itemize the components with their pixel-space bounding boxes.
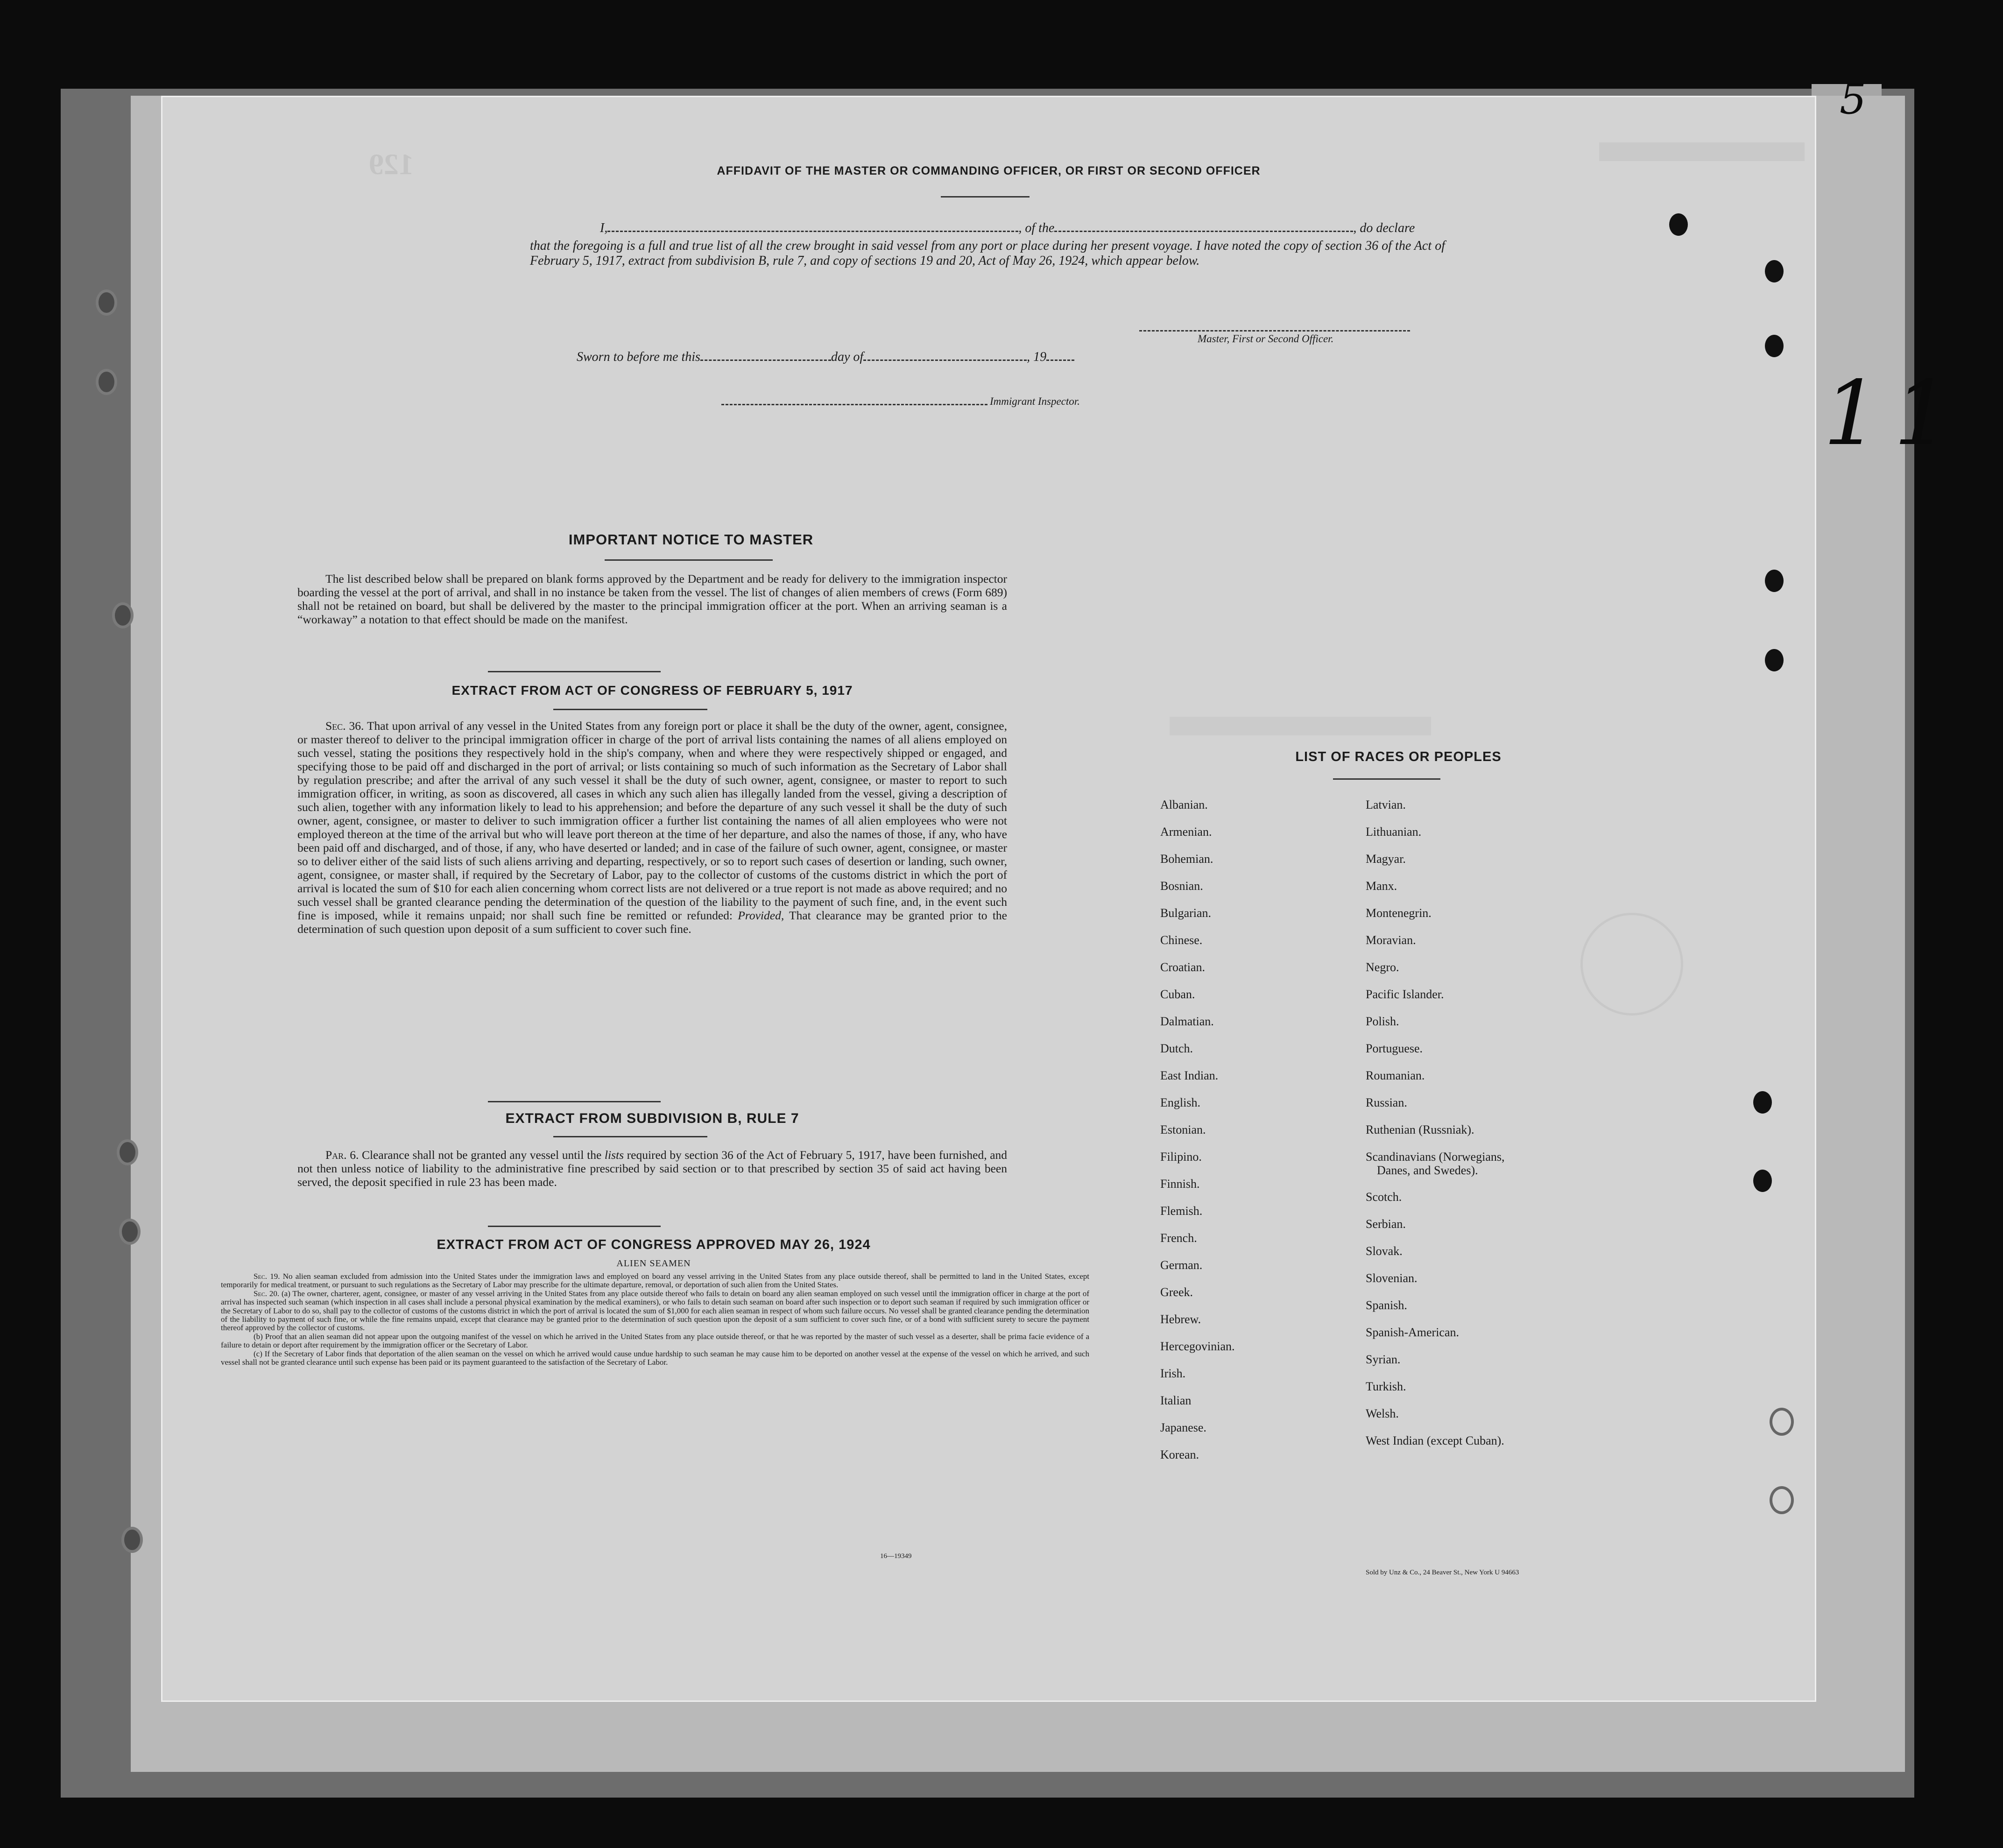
race-item: Greek.	[1160, 1285, 1193, 1299]
par-6-text-a: Clearance shall not be granted any vessel until the	[361, 1148, 602, 1162]
printer-imprint: Sold by Unz & Co., 24 Beaver St., New York U 94663	[1366, 1569, 1519, 1576]
punch-hole	[1765, 649, 1784, 671]
stamp-page-number: 129	[369, 148, 414, 181]
race-item: Hebrew.	[1160, 1312, 1201, 1326]
bleed-through-text	[1599, 142, 1805, 161]
race-item: Pacific Islander.	[1366, 987, 1444, 1001]
race-item: Slovenian.	[1366, 1271, 1418, 1285]
punch-hole	[96, 369, 117, 395]
race-item: Manx.	[1366, 879, 1397, 893]
race-item: Scotch.	[1366, 1190, 1402, 1204]
master-name-blank[interactable]	[607, 231, 1018, 232]
race-item: Bosnian.	[1160, 879, 1203, 893]
race-item: Serbian.	[1366, 1217, 1406, 1231]
race-item: Magyar.	[1366, 852, 1406, 866]
margin-mark-top: 5	[1840, 75, 1867, 124]
section-divider	[488, 671, 661, 672]
par-6-text-b: required by section 36 of the Act of February 5, 1917, have been furnished, and not then unless notice of liability to the administrative fine prescribed by said section or to that prescribed by section 35 of said act having been served, the deposit specified in rule 23 has been made.	[297, 1148, 1008, 1189]
affidavit-of-the-label: , of the	[1018, 221, 1055, 235]
race-item: Japanese.	[1160, 1421, 1206, 1434]
extract-1917-body	[297, 719, 1007, 936]
sec-20b-text: (b) Proof that an alien seaman did not appear upon the outgoing manifest of the vessel on which he arrived in the United States from any place outside thereof, or that he was reported by the master of such vessel as a deserter, shall be prima facie evidence of a failure to detain or deport after requirement by the immigration officer or the Secretary of Labor.	[221, 1332, 1089, 1350]
punch-hole	[1765, 335, 1784, 357]
extract-1917-title: EXTRACT FROM ACT OF CONGRESS OF FEBRUARY 5, 1917	[451, 683, 853, 698]
proviso-label: Provided,	[738, 909, 784, 922]
form-page	[161, 96, 1964, 1702]
race-item: Cuban.	[1160, 987, 1195, 1001]
race-item: East Indian.	[1160, 1069, 1219, 1082]
punch-hole	[1770, 1486, 1794, 1514]
sec-20c-text: (c) If the Secretary of Labor finds that deportation of the alien seaman on the vessel on which he arrived would cause undue hardship to such seaman he may cause him to be deported on another vessel at the expense of the vessel on which he arrived, and such vessel shall not be granted clearance until such expense has been paid or its payment guaranteed to the satisfaction of the Secretary of Labor.	[221, 1349, 1089, 1367]
sec-19-label: Sec. 19.	[254, 1272, 280, 1281]
punch-hole	[96, 289, 117, 316]
extract-1924-title: EXTRACT FROM ACT OF CONGRESS APPROVED MAY 26, 1924	[437, 1237, 871, 1252]
inspector-label: Immigrant Inspector.	[990, 395, 1080, 407]
section-divider	[488, 1101, 661, 1102]
race-item: Hercegovinian.	[1160, 1340, 1235, 1353]
punch-hole	[1753, 1091, 1772, 1114]
race-item: Syrian.	[1366, 1353, 1401, 1366]
race-item: Russian.	[1366, 1096, 1407, 1109]
affidavit-declaration-line	[530, 221, 1604, 236]
race-item: Welsh.	[1366, 1407, 1399, 1420]
race-item: Danes, and Swedes).	[1377, 1164, 1478, 1177]
race-item: Turkish.	[1366, 1380, 1406, 1393]
par-6-lists: lists	[604, 1148, 624, 1162]
race-item: German.	[1160, 1258, 1203, 1272]
race-item: Estonian.	[1160, 1123, 1206, 1136]
race-item: Roumanian.	[1366, 1069, 1425, 1082]
race-item: Albanian.	[1160, 798, 1208, 811]
race-item: Scandinavians (Norwegians,	[1366, 1150, 1505, 1164]
race-item: Finnish.	[1160, 1177, 1200, 1191]
sec-19-text: No alien seaman excluded from admission into the United States under the immigration laws and employed on board any vessel arriving in the United States from any place outside thereof, shall be permitted to land in the United States, except temporarily for medical treatment, or pursuant to such regulations as the Secretary of Labor may prescribe for the ultimate departure, removal, or deportation of such alien from the United States.	[221, 1272, 1090, 1290]
race-item: Spanish-American.	[1366, 1326, 1460, 1339]
punch-hole	[117, 1139, 138, 1165]
races-title: LIST OF RACES OR PEOPLES	[1295, 749, 1502, 764]
affidavit-title: AFFIDAVIT OF THE MASTER OR COMMANDING OFFICER, OR FIRST OR SECOND OFFICER	[717, 164, 1261, 177]
signature-line[interactable]	[1139, 330, 1410, 332]
race-item: Moravian.	[1366, 933, 1416, 947]
par-6-label: Par. 6.	[325, 1148, 359, 1162]
punch-hole	[1669, 213, 1688, 236]
section-36-text: That upon arrival of any vessel in the United States from any foreign port or place it shall be the duty of the owner, agent, consignee, or master thereof to deliver to the principal immigration officer in charge of the port of arrival lists containing the names of all aliens employed on such vessel, stating the positions they respectively hold in the ship's company, when and where they were respectively shipped or engaged, and specifying those to be paid off and discharged in the port of arrival; or lists containing so much of such information as the Secretary of Labor shall by regulation prescribe; and after the arrival of any such vessel it shall be the duty of such owner, agent, consignee, or master to report to such immigration officer, in writing, as soon as discovered, all cases in which any such alien has illegally landed from the vessel, giving a description of such alien, together with any information likely to lead to his apprehension; and before the departure of any such vessel it shall be the duty of such owner, agent, consignee, or master to deliver to such immigration officer a further list containing the names of all alien employees who were not employed thereon at the time of the arrival but who will leave port thereon at the time of her departure, and also the names of those, if any, who have been paid off and discharged, and of those, if any, who have deserted or landed; and in case of the failure of such owner, agent, consignee, or master so to deliver either of the said lists of such aliens arriving and departing, respectively, or so to report such cases of desertion or landing, such owner, agent, consignee, or master shall, if required by the Secretary of Labor, pay to the collector of customs of the customs district in which the port of arrival is located the sum of $10 for each alien concerning whom correct lists are not delivered or a true report is not made as above required; and no such vessel shall be granted clearance pending the determination of the question of the liability to the payment of such fine, and, in the event such fine is imposed, while it remains unpaid; nor shall such fine be remitted or refunded:	[297, 719, 1007, 922]
margin-mark-right: 11	[1823, 362, 1964, 465]
sworn-line	[577, 350, 1074, 365]
race-item: Negro.	[1366, 960, 1399, 974]
punch-hole	[121, 1527, 143, 1553]
sec-20a-text: (a) The owner, charterer, agent, consignee, or master of any vessel arriving in the United States from any place outside thereof who fails to detain on board any alien seaman employed on such vessel until the immigration officer in charge at the port of arrival has inspected such seaman (which inspection in all cases shall include a personal physical examination by the medical examiners), or who fails to detain such seaman on board after such inspection or to deport such seaman if required by such immigration officer or the Secretary of Labor to do so, shall pay to the collector of customs of the customs district in which the port of arrival is located the sum of $1,000 for each alien seaman in respect of whom such failure occurs. No vessel shall be granted clearance pending the determination of the liability to payment of such fine, or while the fine remains unpaid, except that clearance may be granted prior to the determination of such question upon the deposit of a sum sufficient to cover such fine, or of a bond with sufficient surety to secure the payment thereof approved by the collector of customs.	[221, 1289, 1089, 1333]
race-item: Italian	[1160, 1394, 1192, 1407]
bleed-through-seal	[1580, 913, 1683, 1016]
proviso-text: That clearance may be granted prior to the determination of such question upon deposit of a sum sufficient to cover such fine.	[297, 909, 1007, 936]
race-item: Polish.	[1366, 1015, 1399, 1028]
race-item: Flemish.	[1160, 1204, 1203, 1218]
title-rule	[941, 196, 1030, 197]
notice-title-rule	[605, 559, 773, 561]
affidavit-i-label: I,	[600, 221, 608, 235]
race-item: Montenegrin.	[1366, 906, 1432, 920]
punch-hole	[1753, 1170, 1772, 1192]
punch-hole	[1765, 260, 1784, 282]
sworn-prefix: Sworn to before me this	[577, 350, 700, 364]
sworn-month-blank[interactable]	[863, 360, 1027, 361]
race-item: Filipino.	[1160, 1150, 1202, 1164]
section-divider	[488, 1226, 661, 1227]
race-item: English.	[1160, 1096, 1200, 1109]
rule7-title: EXTRACT FROM SUBDIVISION B, RULE 7	[505, 1111, 799, 1126]
race-item: French.	[1160, 1231, 1197, 1245]
sworn-year-blank[interactable]	[1046, 360, 1074, 361]
race-item: West Indian (except Cuban).	[1366, 1434, 1504, 1447]
race-item: Croatian.	[1160, 960, 1206, 974]
races-title-rule	[1333, 778, 1440, 780]
punch-hole	[119, 1219, 141, 1245]
notice-body: The list described below shall be prepared on blank forms approved by the Department and be ready for delivery to the immigration inspector boarding the vessel at the port of arrival, and shall in no instance be taken from the vessel. The list of changes of alien members of crews (Form 689) shall not be retained on board, but shall be delivered by the master to the principal immigration officer at the port. When an arriving seaman is a “workaway” a notation to that effect should be made on the manifest.	[297, 572, 1007, 626]
section-36-label: Sec. 36.	[325, 719, 364, 733]
rule7-body	[297, 1148, 1007, 1189]
race-item: Portuguese.	[1366, 1042, 1423, 1055]
notice-title: IMPORTANT NOTICE TO MASTER	[568, 531, 814, 548]
signature-label: Master, First or Second Officer.	[1198, 333, 1334, 345]
races-right-column	[1366, 791, 1504, 1454]
race-item: Spanish.	[1366, 1298, 1407, 1312]
extract-1924-body	[221, 1272, 1089, 1367]
form-number: 16—19349	[880, 1552, 912, 1560]
race-item: Dalmatian.	[1160, 1015, 1214, 1028]
punch-hole	[1765, 570, 1784, 592]
sworn-year: , 19	[1027, 350, 1047, 364]
race-item: Latvian.	[1366, 798, 1406, 811]
race-item: Bohemian.	[1160, 852, 1213, 866]
race-item: Armenian.	[1160, 825, 1212, 839]
extract-1917-title-rule	[553, 709, 707, 710]
race-item: Slovak.	[1366, 1244, 1403, 1258]
race-item: Irish.	[1160, 1367, 1186, 1380]
sworn-day-of: day of	[831, 350, 864, 364]
races-left-column	[1160, 791, 1235, 1468]
race-item: Bulgarian.	[1160, 906, 1212, 920]
punch-hole	[112, 602, 134, 628]
vessel-name-blank[interactable]	[1054, 231, 1353, 232]
punch-hole	[1770, 1408, 1794, 1436]
extract-1924-subtitle: ALIEN SEAMEN	[616, 1258, 691, 1269]
rule7-title-rule	[553, 1136, 707, 1137]
bleed-through-text	[1170, 717, 1431, 735]
affidavit-declare-label: , do declare	[1353, 221, 1415, 235]
race-item: Lithuanian.	[1366, 825, 1422, 839]
sworn-day-blank[interactable]	[700, 360, 831, 361]
sec-20-label: Sec. 20.	[254, 1289, 280, 1298]
race-item: Dutch.	[1160, 1042, 1193, 1055]
race-item: Ruthenian (Russniak).	[1366, 1123, 1474, 1136]
race-item: Korean.	[1160, 1448, 1199, 1461]
affidavit-body: that the foregoing is a full and true list of all the crew brought in said vessel from any port or place during her present voyage. I have noted the copy of section 36 of the Act of February 5, 1917, extract from subdivision B, rule 7, and copy of sections 19 and 20, Act of May 26, 1924, which appear below.	[530, 239, 1445, 268]
inspector-signature-line[interactable]	[721, 404, 987, 405]
race-item: Chinese.	[1160, 933, 1203, 947]
